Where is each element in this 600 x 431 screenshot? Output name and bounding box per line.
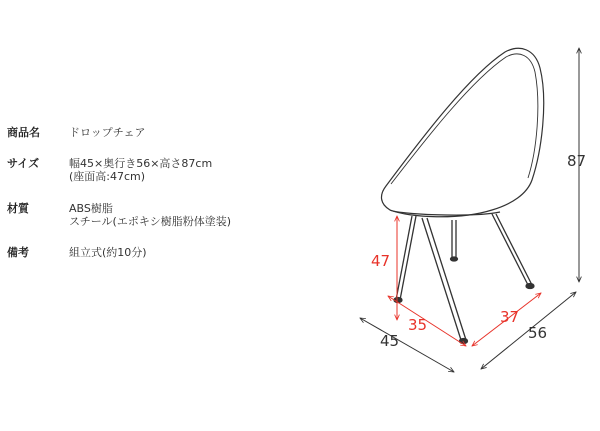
- spec-value-line: (座面高:47cm): [69, 170, 146, 183]
- chair-leg-front-left-2: [400, 216, 416, 300]
- chair-backrest: [381, 48, 543, 216]
- spec-value-line: スチール(エポキシ樹脂粉体塗装): [69, 215, 232, 228]
- chair-leg-front-right-2: [427, 218, 466, 340]
- spec-label: 商品名: [7, 126, 40, 139]
- width-label: 45: [380, 332, 400, 350]
- chair-leg-front-left: [396, 216, 412, 300]
- chair-leg-back-right-2: [496, 214, 532, 285]
- spec-value-line: 組立式(約10分): [69, 246, 147, 259]
- spec-value-line: ABS樹脂: [69, 202, 113, 215]
- seat-height-label: 47: [371, 252, 391, 270]
- spec-label: サイズ: [7, 157, 40, 170]
- width-dimension-line: [360, 318, 454, 372]
- chair-foot: [526, 284, 534, 289]
- height-total-label: 87: [567, 152, 587, 170]
- spec-value-line: 幅45×奥行き56×高さ87cm: [69, 157, 213, 170]
- chair-shell: [381, 48, 543, 216]
- inner-depth-label: 37: [500, 308, 520, 326]
- inner-width-label: 35: [408, 316, 428, 334]
- chair-foot: [451, 257, 458, 261]
- spec-label: 材質: [7, 202, 29, 215]
- depth-label: 56: [528, 324, 548, 342]
- chair-foot: [394, 298, 402, 303]
- chair-leg-back-right: [492, 214, 528, 285]
- spec-label: 備考: [7, 246, 29, 259]
- spec-value-line: ドロップチェア: [69, 126, 146, 139]
